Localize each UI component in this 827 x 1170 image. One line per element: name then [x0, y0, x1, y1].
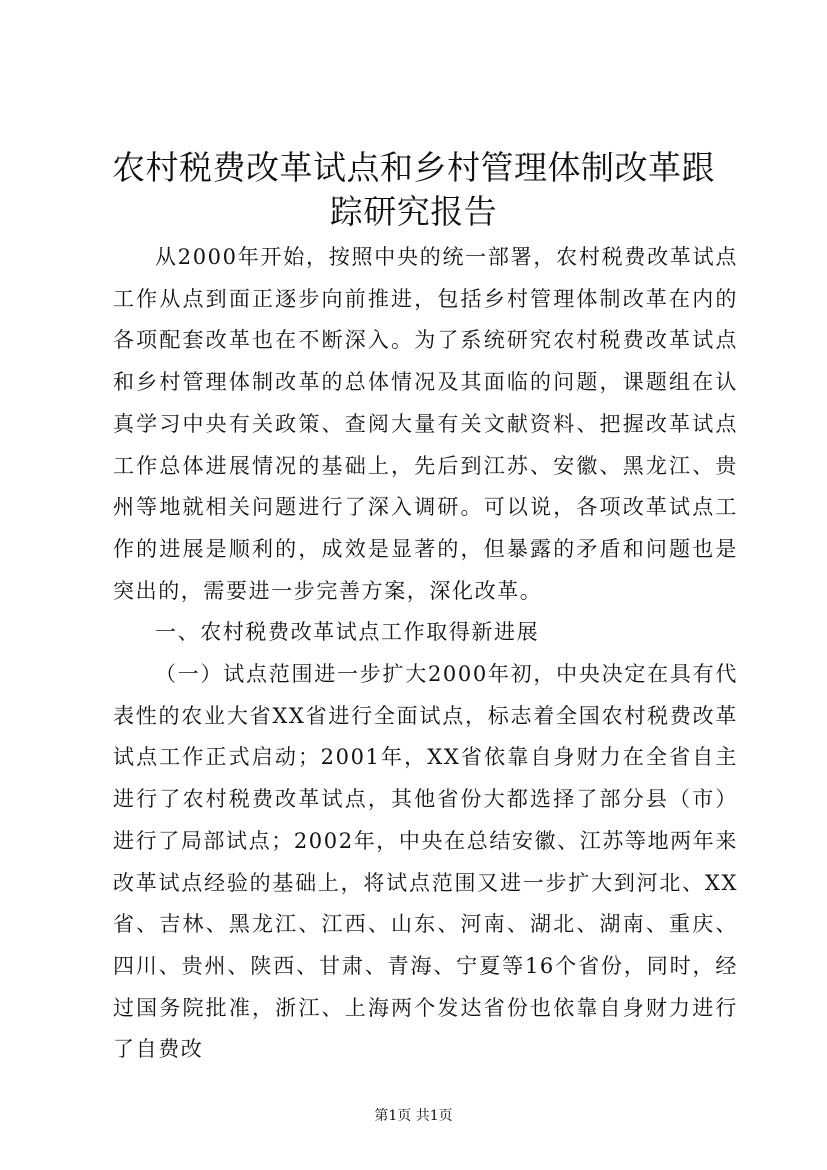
- document-body: [113, 237, 738, 1071]
- section-heading: 一、农村税费改革试点工作取得新进展: [155, 620, 540, 645]
- page-number-footer: 第1页 共1页: [374, 1108, 453, 1124]
- document-title: 农村税费改革试点和乡村管理体制改革跟踪研究报告: [112, 148, 715, 231]
- subsection-paragraph: （一）试点范围进一步扩大2000年初，中央决定在具有代表性的农业大省XX省进行全面试点，标志着全国农村税费改革试点工作正式启动；2001年，XX省依靠自身财力在全省自主进行了农村税费改革试点，其他省份大都选择了部分县（市）进行了局部试点；2002年，中央在总结安徽、江苏等地两年来改革试点经验的基础上，将试点范围又进一步扩大到河北、XX省、吉林、黑龙江、江西、山东、河南、湖北、湖南、重庆、四川、贵州、陕西、甘肃、青海、宁夏等16个省份，同时，经过国务院批准，浙江、上海两个发达省份也依靠自身财力进行了自费改: [113, 662, 738, 1062]
- intro-paragraph: 从2000年开始，按照中央的统一部署，农村税费改革试点工作从点到面正逐步向前推进，包括乡村管理体制改革在内的各项配套改革也在不断深入。为了系统研究农村税费改革试点和乡村管理体制改革的总体情况及其面临的问题，课题组在认真学习中央有关政策、查阅大量有关文献资料、把握改革试点工作总体进展情况的基础上，先后到江苏、安徽、黑龙江、贵州等地就相关问题进行了深入调研。可以说，各项改革试点工作的进展是顺利的，成效是显著的，但暴露的矛盾和问题也是突出的，需要进一步完善方案，深化改革。: [113, 245, 738, 603]
